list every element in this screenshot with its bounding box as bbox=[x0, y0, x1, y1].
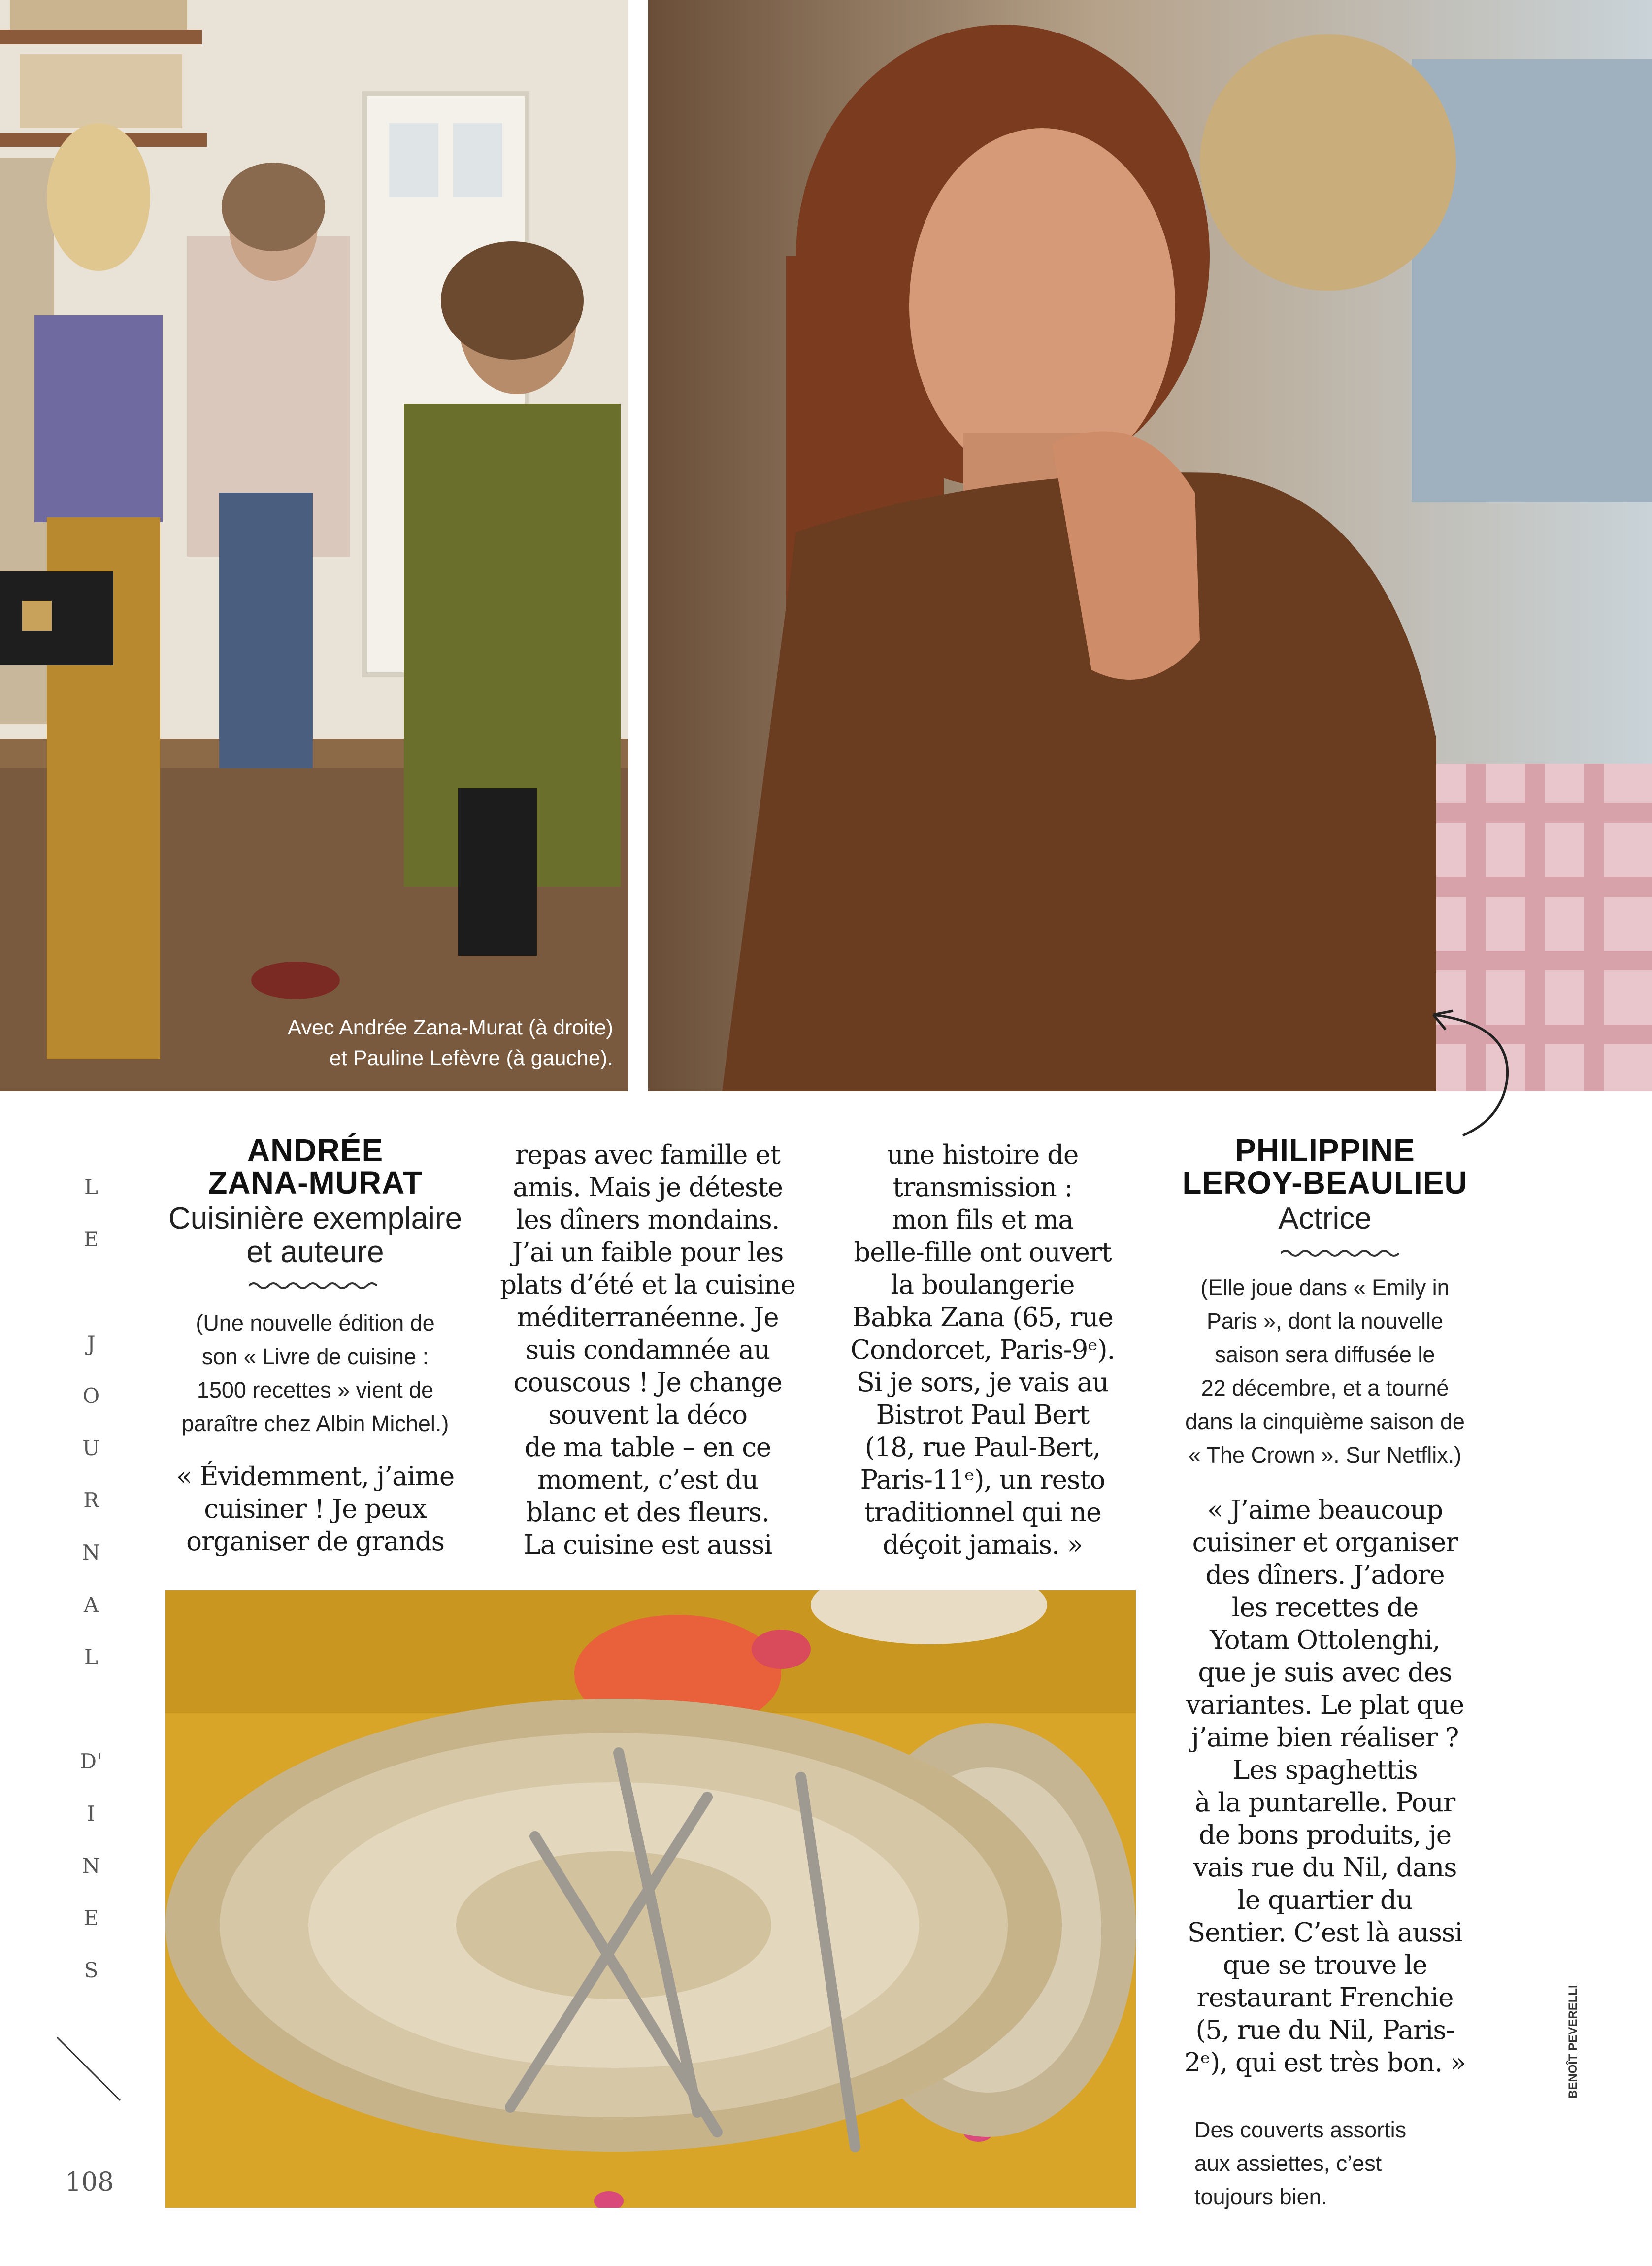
photo-caption: Avec Andrée Zana-Murat (à droite) et Pauline Lefèvre (à gauche). bbox=[287, 1016, 613, 1070]
andree-quote-col2: repas avec famille et amis. Mais je déteste les dîners mondains. J’ai un faible pour les plats d’été et la cuisine méditerranéenne. Je suis condamnée au couscous ! Je change souvent la déco de ma table – en ce moment, c’est du blanc et des fleurs. La cuisine est aussi bbox=[500, 1140, 795, 1560]
philippine-note: (Elle joue dans « Emily in Paris », dont la nouvelle saison sera diffusée le 22 décembre, et a tourné dans la cinquième saison de « The Crown ». Sur Netflix.) bbox=[1185, 1275, 1465, 1467]
andree-name: ANDRÉE ZANA-MURAT bbox=[208, 1133, 423, 1200]
bottom-photo-caption: Des couverts assortis aux assiettes, c’est toujours bien. bbox=[1194, 2117, 1407, 2209]
squiggle-divider bbox=[249, 1280, 377, 1292]
andree-role: Cuisinière exemplaire et auteure bbox=[168, 1201, 463, 1269]
squiggle-divider bbox=[1281, 1247, 1404, 1259]
philippine-quote: « J’aime beaucoup cuisiner et organiser des dîners. J’adore les recettes de Yotam Ottolenghi, que je suis avec des variantes. Le plat que j’aime bien réaliser ? Les spaghettis à la puntarelle. Pour de bons produits, je vais rue du Nil, dans le quartier du Sentier. C’est là aussi que se trouve le restaurant Frenchie (5, rue du Nil, Paris- 2ᵉ), qui est très bon. » bbox=[1184, 1495, 1466, 2078]
andree-quote-col1: « Évidemment, j’aime cuisiner ! Je peux organiser de grands bbox=[176, 1462, 455, 1557]
photo-portrait-philippine bbox=[648, 0, 1652, 1091]
andree-quote-col3: une histoire de transmission : mon fils et ma belle-fille ont ouvert la boulangerie Babka Zana (65, rue Condorcet, Paris-9ᵉ). Si je sors, je vais au Bistrot Paul Bert (18, rue Paul-Bert, Paris-11ᵉ), un resto traditionnel qui ne déçoit jamais. » bbox=[850, 1140, 1115, 1560]
photo-plates-forks bbox=[165, 1590, 1136, 2208]
curved-arrow-icon bbox=[1423, 1005, 1532, 1143]
philippine-role: Actrice bbox=[1278, 1201, 1372, 1235]
photo-three-women bbox=[0, 0, 628, 1091]
decorative-divider bbox=[54, 2034, 123, 2103]
page-number: 108 bbox=[65, 2167, 114, 2197]
andree-note: (Une nouvelle édition de son « Livre de cuisine : 1500 recettes » vient de paraître chez Albin Michel.) bbox=[181, 1310, 449, 1436]
philippine-name: PHILIPPINE LEROY-BEAULIEU bbox=[1182, 1133, 1468, 1200]
